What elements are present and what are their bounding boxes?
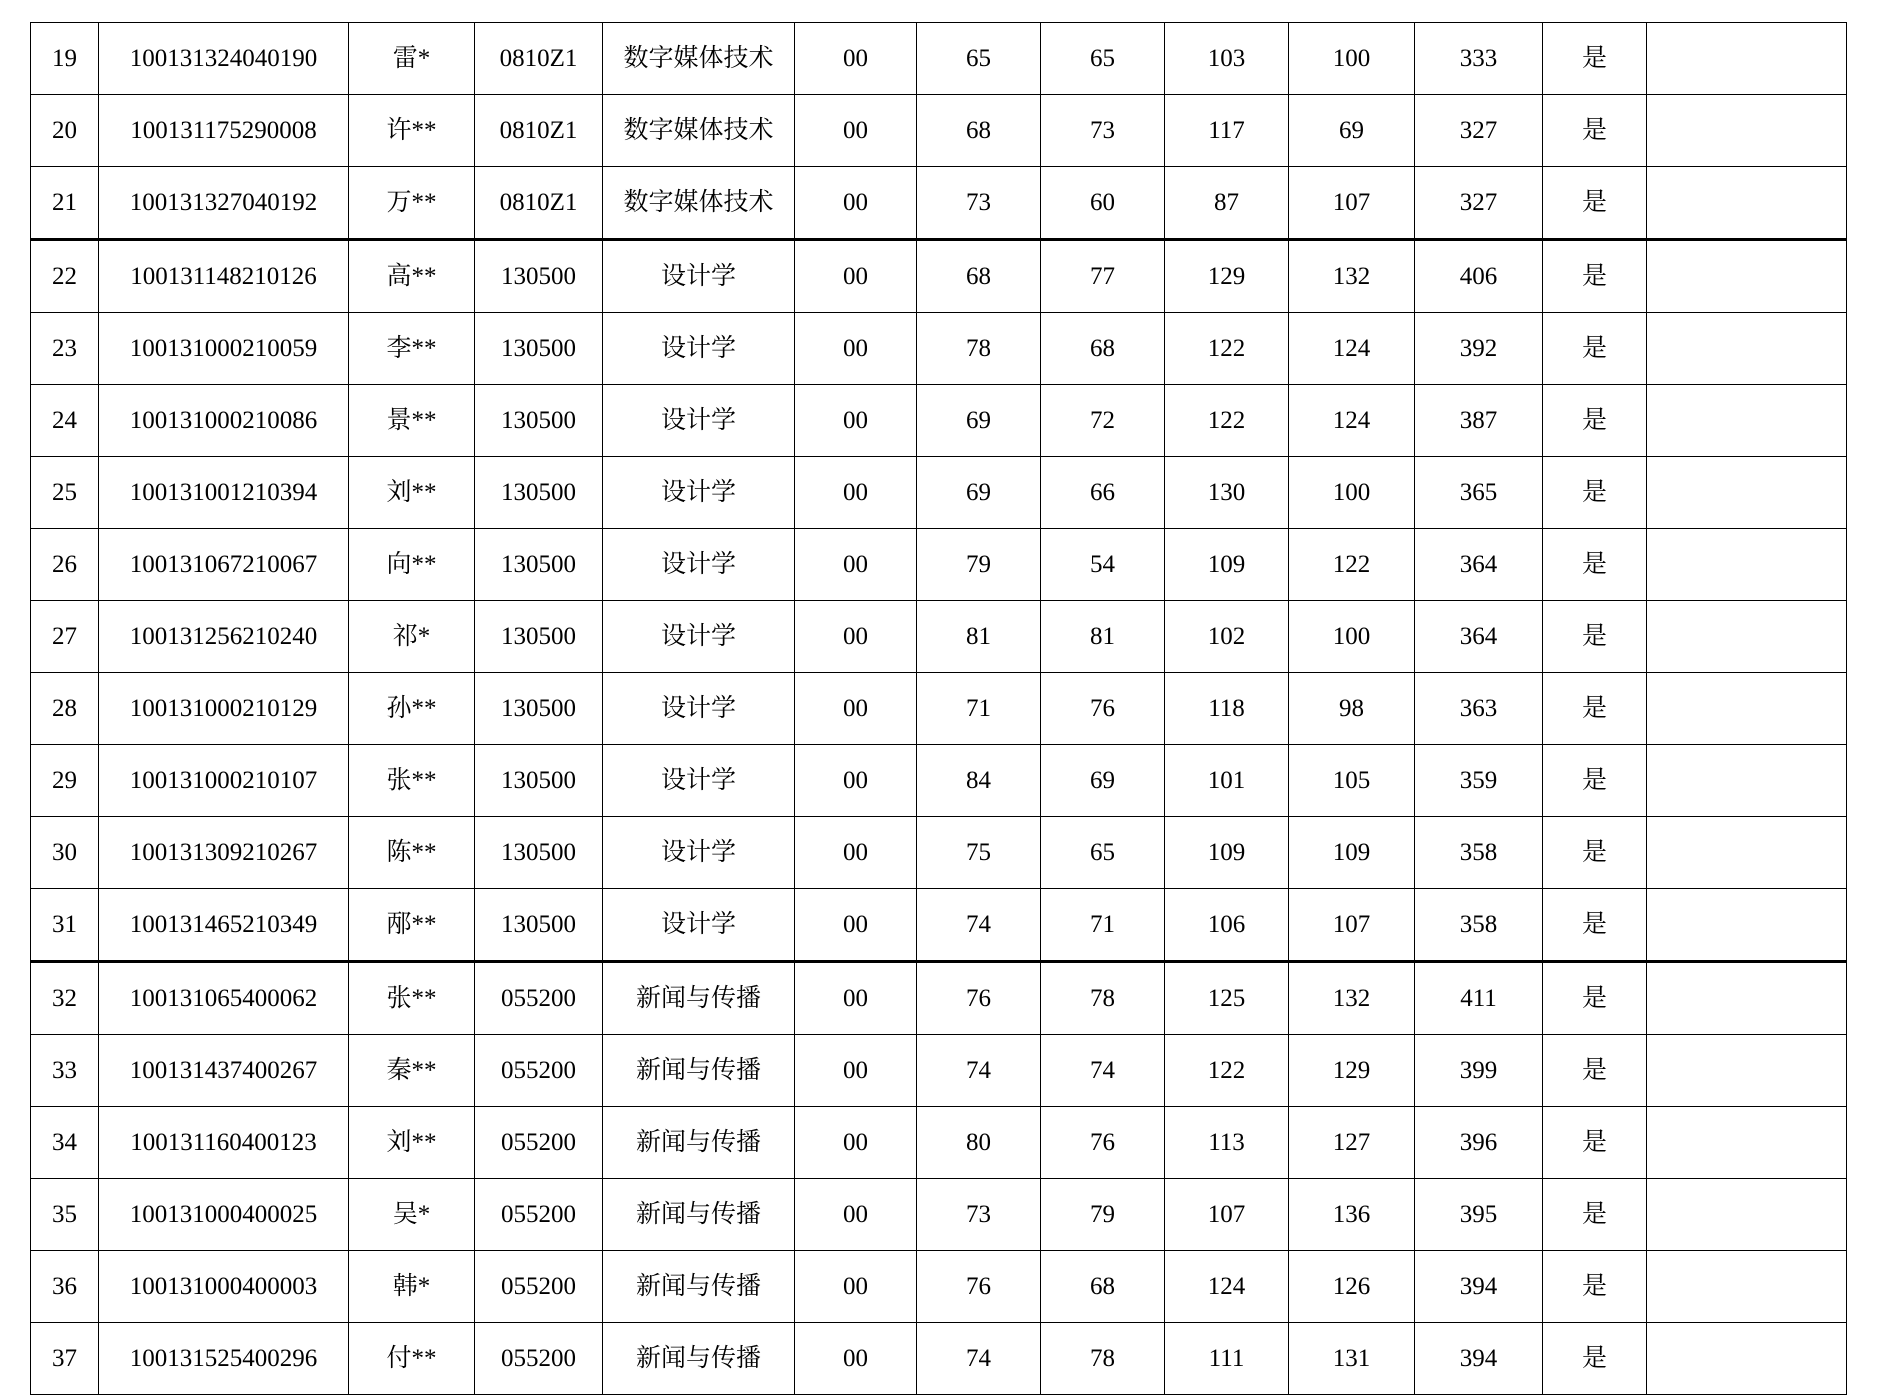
cell-remark	[1647, 745, 1847, 817]
cell-direction: 00	[795, 1323, 917, 1395]
cell-score-2: 71	[1041, 889, 1165, 962]
cell-major-code: 0810Z1	[475, 167, 603, 240]
cell-score-1: 76	[917, 962, 1041, 1035]
cell-score-3: 125	[1165, 962, 1289, 1035]
cell-direction: 00	[795, 745, 917, 817]
cell-candidate-number: 100131327040192	[99, 167, 349, 240]
cell-index: 32	[31, 962, 99, 1035]
cell-candidate-number: 100131065400062	[99, 962, 349, 1035]
cell-score-2: 60	[1041, 167, 1165, 240]
cell-total: 411	[1415, 962, 1543, 1035]
cell-major-code: 130500	[475, 240, 603, 313]
cell-remark	[1647, 889, 1847, 962]
cell-major-name: 设计学	[603, 673, 795, 745]
cell-remark	[1647, 95, 1847, 167]
cell-major-code: 055200	[475, 1107, 603, 1179]
cell-score-3: 117	[1165, 95, 1289, 167]
cell-candidate-number: 100131256210240	[99, 601, 349, 673]
cell-admitted: 是	[1543, 1035, 1647, 1107]
cell-score-4: 98	[1289, 673, 1415, 745]
table-row	[31, 529, 1847, 601]
cell-remark	[1647, 962, 1847, 1035]
cell-score-1: 78	[917, 313, 1041, 385]
cell-index: 31	[31, 889, 99, 962]
cell-score-4: 109	[1289, 817, 1415, 889]
cell-major-name: 数字媒体技术	[603, 23, 795, 95]
cell-index: 25	[31, 457, 99, 529]
cell-candidate-number: 100131437400267	[99, 1035, 349, 1107]
table-row	[31, 1179, 1847, 1251]
cell-candidate-name: 孙**	[349, 673, 475, 745]
cell-direction: 00	[795, 601, 917, 673]
cell-score-2: 65	[1041, 23, 1165, 95]
cell-candidate-number: 100131000400025	[99, 1179, 349, 1251]
cell-score-1: 71	[917, 673, 1041, 745]
cell-remark	[1647, 457, 1847, 529]
table-row	[31, 1035, 1847, 1107]
cell-major-code: 130500	[475, 385, 603, 457]
cell-score-4: 105	[1289, 745, 1415, 817]
cell-total: 358	[1415, 817, 1543, 889]
cell-major-name: 设计学	[603, 240, 795, 313]
admission-score-table	[30, 22, 1847, 1395]
cell-remark	[1647, 240, 1847, 313]
cell-candidate-number: 100131525400296	[99, 1323, 349, 1395]
cell-index: 20	[31, 95, 99, 167]
cell-score-2: 65	[1041, 817, 1165, 889]
table-row	[31, 23, 1847, 95]
cell-admitted: 是	[1543, 1179, 1647, 1251]
cell-major-name: 设计学	[603, 601, 795, 673]
cell-admitted: 是	[1543, 313, 1647, 385]
cell-candidate-number: 100131465210349	[99, 889, 349, 962]
cell-total: 392	[1415, 313, 1543, 385]
cell-total: 394	[1415, 1323, 1543, 1395]
cell-direction: 00	[795, 529, 917, 601]
cell-admitted: 是	[1543, 1107, 1647, 1179]
cell-total: 363	[1415, 673, 1543, 745]
cell-score-1: 68	[917, 240, 1041, 313]
cell-remark	[1647, 1107, 1847, 1179]
cell-admitted: 是	[1543, 1251, 1647, 1323]
table-row	[31, 817, 1847, 889]
cell-major-code: 0810Z1	[475, 23, 603, 95]
cell-major-name: 设计学	[603, 889, 795, 962]
cell-score-3: 109	[1165, 817, 1289, 889]
cell-score-4: 129	[1289, 1035, 1415, 1107]
cell-major-name: 设计学	[603, 745, 795, 817]
cell-total: 406	[1415, 240, 1543, 313]
cell-score-2: 68	[1041, 313, 1165, 385]
cell-score-4: 122	[1289, 529, 1415, 601]
cell-remark	[1647, 1251, 1847, 1323]
cell-candidate-number: 100131175290008	[99, 95, 349, 167]
cell-admitted: 是	[1543, 529, 1647, 601]
cell-admitted: 是	[1543, 889, 1647, 962]
cell-score-4: 132	[1289, 962, 1415, 1035]
cell-remark	[1647, 529, 1847, 601]
table-row	[31, 95, 1847, 167]
cell-candidate-name: 高**	[349, 240, 475, 313]
cell-total: 333	[1415, 23, 1543, 95]
cell-total: 387	[1415, 385, 1543, 457]
cell-total: 327	[1415, 95, 1543, 167]
cell-direction: 00	[795, 23, 917, 95]
table-row	[31, 167, 1847, 240]
cell-score-4: 136	[1289, 1179, 1415, 1251]
cell-candidate-name: 吴*	[349, 1179, 475, 1251]
cell-remark	[1647, 817, 1847, 889]
cell-total: 364	[1415, 601, 1543, 673]
cell-total: 395	[1415, 1179, 1543, 1251]
cell-admitted: 是	[1543, 95, 1647, 167]
cell-score-2: 76	[1041, 1107, 1165, 1179]
table-row	[31, 962, 1847, 1035]
cell-index: 35	[31, 1179, 99, 1251]
cell-index: 29	[31, 745, 99, 817]
cell-total: 394	[1415, 1251, 1543, 1323]
cell-index: 33	[31, 1035, 99, 1107]
cell-admitted: 是	[1543, 167, 1647, 240]
cell-index: 23	[31, 313, 99, 385]
cell-score-2: 73	[1041, 95, 1165, 167]
cell-candidate-number: 100131309210267	[99, 817, 349, 889]
cell-candidate-number: 100131160400123	[99, 1107, 349, 1179]
cell-score-3: 107	[1165, 1179, 1289, 1251]
table-row	[31, 601, 1847, 673]
cell-score-1: 81	[917, 601, 1041, 673]
cell-total: 399	[1415, 1035, 1543, 1107]
cell-score-4: 131	[1289, 1323, 1415, 1395]
cell-candidate-name: 万**	[349, 167, 475, 240]
cell-major-name: 新闻与传播	[603, 962, 795, 1035]
cell-score-2: 68	[1041, 1251, 1165, 1323]
cell-index: 21	[31, 167, 99, 240]
cell-score-3: 113	[1165, 1107, 1289, 1179]
cell-index: 30	[31, 817, 99, 889]
cell-major-name: 新闻与传播	[603, 1035, 795, 1107]
cell-score-1: 69	[917, 457, 1041, 529]
cell-score-2: 69	[1041, 745, 1165, 817]
cell-score-3: 129	[1165, 240, 1289, 313]
cell-score-4: 69	[1289, 95, 1415, 167]
cell-score-4: 132	[1289, 240, 1415, 313]
cell-direction: 00	[795, 313, 917, 385]
table-body	[31, 23, 1847, 1395]
cell-major-code: 130500	[475, 529, 603, 601]
cell-remark	[1647, 385, 1847, 457]
cell-candidate-number: 100131001210394	[99, 457, 349, 529]
cell-direction: 00	[795, 1035, 917, 1107]
cell-score-3: 87	[1165, 167, 1289, 240]
cell-score-4: 124	[1289, 385, 1415, 457]
cell-total: 396	[1415, 1107, 1543, 1179]
cell-admitted: 是	[1543, 601, 1647, 673]
cell-total: 364	[1415, 529, 1543, 601]
cell-remark	[1647, 1035, 1847, 1107]
cell-score-3: 124	[1165, 1251, 1289, 1323]
cell-score-3: 102	[1165, 601, 1289, 673]
cell-score-1: 79	[917, 529, 1041, 601]
cell-index: 26	[31, 529, 99, 601]
cell-direction: 00	[795, 167, 917, 240]
cell-admitted: 是	[1543, 962, 1647, 1035]
cell-major-code: 0810Z1	[475, 95, 603, 167]
cell-major-name: 数字媒体技术	[603, 95, 795, 167]
cell-score-2: 66	[1041, 457, 1165, 529]
cell-direction: 00	[795, 1107, 917, 1179]
cell-candidate-number: 100131000400003	[99, 1251, 349, 1323]
cell-candidate-number: 100131000210086	[99, 385, 349, 457]
cell-score-1: 73	[917, 1179, 1041, 1251]
cell-score-2: 77	[1041, 240, 1165, 313]
cell-major-code: 130500	[475, 457, 603, 529]
cell-score-4: 124	[1289, 313, 1415, 385]
cell-score-2: 79	[1041, 1179, 1165, 1251]
cell-candidate-name: 向**	[349, 529, 475, 601]
cell-remark	[1647, 1323, 1847, 1395]
cell-score-4: 127	[1289, 1107, 1415, 1179]
cell-score-2: 76	[1041, 673, 1165, 745]
cell-major-code: 055200	[475, 1251, 603, 1323]
cell-remark	[1647, 1179, 1847, 1251]
cell-direction: 00	[795, 1179, 917, 1251]
cell-score-1: 80	[917, 1107, 1041, 1179]
cell-major-code: 130500	[475, 313, 603, 385]
cell-candidate-number: 100131000210129	[99, 673, 349, 745]
cell-candidate-name: 李**	[349, 313, 475, 385]
table-row	[31, 385, 1847, 457]
cell-total: 365	[1415, 457, 1543, 529]
cell-score-3: 130	[1165, 457, 1289, 529]
cell-score-1: 69	[917, 385, 1041, 457]
cell-index: 24	[31, 385, 99, 457]
cell-direction: 00	[795, 385, 917, 457]
cell-index: 36	[31, 1251, 99, 1323]
cell-candidate-number: 100131067210067	[99, 529, 349, 601]
cell-candidate-name: 刘**	[349, 457, 475, 529]
cell-score-4: 126	[1289, 1251, 1415, 1323]
cell-score-2: 54	[1041, 529, 1165, 601]
cell-score-4: 100	[1289, 601, 1415, 673]
cell-major-code: 055200	[475, 1179, 603, 1251]
cell-major-name: 新闻与传播	[603, 1323, 795, 1395]
cell-score-3: 122	[1165, 313, 1289, 385]
cell-candidate-name: 雷*	[349, 23, 475, 95]
cell-direction: 00	[795, 889, 917, 962]
cell-total: 358	[1415, 889, 1543, 962]
cell-admitted: 是	[1543, 23, 1647, 95]
cell-score-1: 74	[917, 1323, 1041, 1395]
cell-total: 359	[1415, 745, 1543, 817]
cell-major-code: 130500	[475, 601, 603, 673]
cell-score-2: 78	[1041, 962, 1165, 1035]
cell-direction: 00	[795, 457, 917, 529]
cell-major-name: 新闻与传播	[603, 1107, 795, 1179]
cell-candidate-number: 100131148210126	[99, 240, 349, 313]
cell-remark	[1647, 23, 1847, 95]
cell-direction: 00	[795, 817, 917, 889]
cell-candidate-name: 韩*	[349, 1251, 475, 1323]
cell-major-name: 新闻与传播	[603, 1179, 795, 1251]
cell-index: 37	[31, 1323, 99, 1395]
cell-remark	[1647, 673, 1847, 745]
cell-score-3: 118	[1165, 673, 1289, 745]
cell-major-name: 设计学	[603, 529, 795, 601]
cell-score-1: 74	[917, 1035, 1041, 1107]
cell-total: 327	[1415, 167, 1543, 240]
cell-score-3: 103	[1165, 23, 1289, 95]
table-row	[31, 673, 1847, 745]
cell-score-1: 84	[917, 745, 1041, 817]
cell-major-code: 130500	[475, 889, 603, 962]
cell-candidate-name: 刘**	[349, 1107, 475, 1179]
cell-score-2: 72	[1041, 385, 1165, 457]
cell-candidate-name: 陈**	[349, 817, 475, 889]
cell-admitted: 是	[1543, 817, 1647, 889]
cell-index: 28	[31, 673, 99, 745]
cell-admitted: 是	[1543, 457, 1647, 529]
cell-admitted: 是	[1543, 240, 1647, 313]
cell-score-2: 81	[1041, 601, 1165, 673]
cell-major-name: 新闻与传播	[603, 1251, 795, 1323]
cell-score-3: 111	[1165, 1323, 1289, 1395]
cell-remark	[1647, 167, 1847, 240]
cell-score-2: 74	[1041, 1035, 1165, 1107]
cell-major-code: 055200	[475, 1035, 603, 1107]
cell-major-name: 设计学	[603, 313, 795, 385]
cell-candidate-number: 100131324040190	[99, 23, 349, 95]
cell-direction: 00	[795, 962, 917, 1035]
cell-score-1: 76	[917, 1251, 1041, 1323]
cell-direction: 00	[795, 240, 917, 313]
table-row	[31, 313, 1847, 385]
cell-direction: 00	[795, 673, 917, 745]
cell-score-2: 78	[1041, 1323, 1165, 1395]
cell-candidate-number: 100131000210107	[99, 745, 349, 817]
cell-candidate-name: 许**	[349, 95, 475, 167]
cell-admitted: 是	[1543, 1323, 1647, 1395]
cell-major-name: 设计学	[603, 457, 795, 529]
table-row	[31, 240, 1847, 313]
cell-candidate-name: 祁*	[349, 601, 475, 673]
cell-major-code: 130500	[475, 745, 603, 817]
cell-index: 27	[31, 601, 99, 673]
cell-remark	[1647, 601, 1847, 673]
cell-major-name: 设计学	[603, 385, 795, 457]
cell-score-3: 101	[1165, 745, 1289, 817]
cell-candidate-name: 付**	[349, 1323, 475, 1395]
cell-index: 34	[31, 1107, 99, 1179]
cell-remark	[1647, 313, 1847, 385]
cell-score-4: 107	[1289, 889, 1415, 962]
cell-score-4: 107	[1289, 167, 1415, 240]
cell-score-1: 65	[917, 23, 1041, 95]
table-row	[31, 745, 1847, 817]
cell-major-code: 130500	[475, 817, 603, 889]
cell-score-4: 100	[1289, 457, 1415, 529]
cell-score-3: 106	[1165, 889, 1289, 962]
table-row	[31, 889, 1847, 962]
cell-score-3: 109	[1165, 529, 1289, 601]
table-row	[31, 1323, 1847, 1395]
cell-score-4: 100	[1289, 23, 1415, 95]
cell-admitted: 是	[1543, 385, 1647, 457]
cell-candidate-name: 张**	[349, 962, 475, 1035]
cell-index: 19	[31, 23, 99, 95]
cell-major-name: 数字媒体技术	[603, 167, 795, 240]
cell-major-code: 055200	[475, 1323, 603, 1395]
cell-score-1: 74	[917, 889, 1041, 962]
cell-score-3: 122	[1165, 1035, 1289, 1107]
cell-score-1: 73	[917, 167, 1041, 240]
table-row	[31, 1107, 1847, 1179]
cell-major-code: 055200	[475, 962, 603, 1035]
cell-score-3: 122	[1165, 385, 1289, 457]
cell-index: 22	[31, 240, 99, 313]
cell-score-1: 75	[917, 817, 1041, 889]
cell-direction: 00	[795, 1251, 917, 1323]
table-row	[31, 1251, 1847, 1323]
table-row	[31, 457, 1847, 529]
cell-candidate-name: 景**	[349, 385, 475, 457]
cell-admitted: 是	[1543, 745, 1647, 817]
cell-candidate-name: 张**	[349, 745, 475, 817]
cell-score-1: 68	[917, 95, 1041, 167]
cell-major-name: 设计学	[603, 817, 795, 889]
cell-candidate-number: 100131000210059	[99, 313, 349, 385]
cell-direction: 00	[795, 95, 917, 167]
cell-candidate-name: 秦**	[349, 1035, 475, 1107]
cell-major-code: 130500	[475, 673, 603, 745]
cell-admitted: 是	[1543, 673, 1647, 745]
cell-candidate-name: 邴**	[349, 889, 475, 962]
